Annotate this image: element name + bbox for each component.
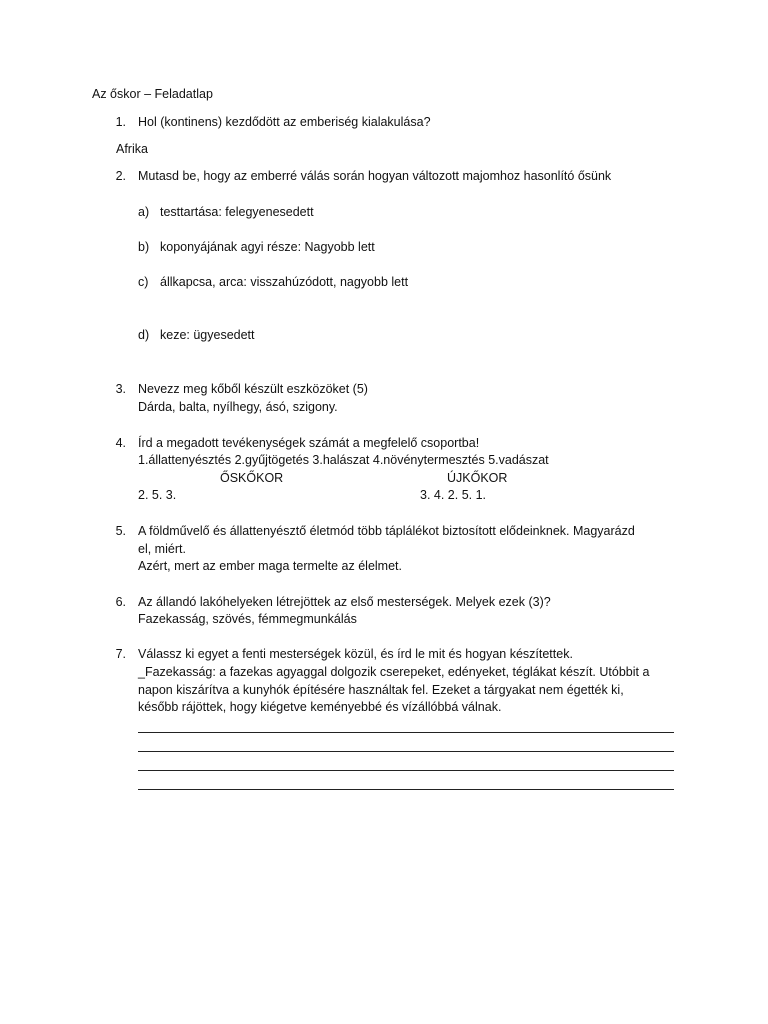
q3-answer: Dárda, balta, nyílhegy, ásó, szigony. — [138, 400, 338, 414]
q5-answer: Azért, mert az ember maga termelte az élelmet. — [138, 559, 402, 573]
q2-item-a-text: testtartása: felegyenesedett — [160, 205, 314, 219]
q4-number: 4. — [115, 436, 126, 450]
q2-item-c-text: állkapcsa, arca: visszahúzódott, nagyobb lett — [160, 275, 409, 289]
q2-item-c-letter: c) — [138, 275, 149, 289]
q6-text: Az állandó lakóhelyeken létrejöttek az első mesterségek. Melyek ezek (3)? — [138, 595, 551, 609]
q2-text: Mutasd be, hogy az emberré válás során hogyan változott majomhoz hasonlító ősünk — [138, 169, 612, 183]
q2-item-a-letter: a) — [138, 205, 150, 219]
answer-line — [138, 714, 674, 733]
q1-text: Hol (kontinens) kezdődött az emberiség kialakulása? — [138, 115, 431, 129]
answer-line — [138, 733, 674, 752]
q7-number: 7. — [115, 647, 126, 661]
q3-number: 3. — [115, 382, 126, 396]
q7-answer-line2: napon kiszárítva a kunyhók építésére használtak fel. Ezeket a tárgyakat nem égették ki, — [138, 683, 624, 697]
q4-col2-header: ÚJKŐKOR — [447, 471, 508, 485]
q2-item-d-letter: d) — [138, 328, 150, 342]
q1-number: 1. — [115, 115, 126, 129]
answer-lines — [138, 714, 674, 790]
q2-item-d-text: keze: ügyesedett — [160, 328, 255, 342]
q4-col1-header: ŐSKŐKOR — [220, 471, 284, 485]
q7-text: Válassz ki egyet a fenti mesterségek közül, és írd le mit és hogyan készítettek. — [138, 647, 573, 661]
q4-col1-answer: 2. 5. 3. — [138, 488, 177, 502]
q5-number: 5. — [115, 524, 126, 538]
answer-line — [138, 771, 674, 790]
q7-answer-line1: _Fazekasság: a fazekas agyaggal dolgozik cserepeket, edényeket, téglákat készít. Utóbbit a — [138, 665, 650, 679]
q2-item-b-letter: b) — [138, 240, 150, 254]
q4-activities: 1.állattenyésztés 2.gyűjtögetés 3.halászat 4.növénytermesztés 5.vadászat — [138, 453, 549, 467]
q6-answer: Fazekasság, szövés, fémmegmunkálás — [138, 612, 357, 626]
q7-answer-line3: később rájöttek, hogy kiégetve keményebbé és vízállóbbá válnak. — [138, 700, 502, 714]
q1-answer: Afrika — [116, 142, 148, 156]
q5-text-line2: el, miért. — [138, 542, 186, 556]
answer-line — [138, 752, 674, 771]
q4-text: Írd a megadott tevékenységek számát a megfelelő csoportba! — [138, 436, 480, 450]
q5-text-line1: A földművelő és állattenyésztő életmód több táplálékot biztosított elődeinknek. Magyarázd — [138, 524, 635, 538]
q2-item-b-text: koponyájának agyi része: Nagyobb lett — [160, 240, 375, 254]
worksheet-title: Az őskor – Feladatlap — [92, 87, 213, 101]
q2-number: 2. — [115, 169, 126, 183]
q4-col2-answer: 3. 4. 2. 5. 1. — [420, 488, 487, 502]
q3-text: Nevezz meg kőből készült eszközöket (5) — [138, 382, 368, 396]
q6-number: 6. — [115, 595, 126, 609]
